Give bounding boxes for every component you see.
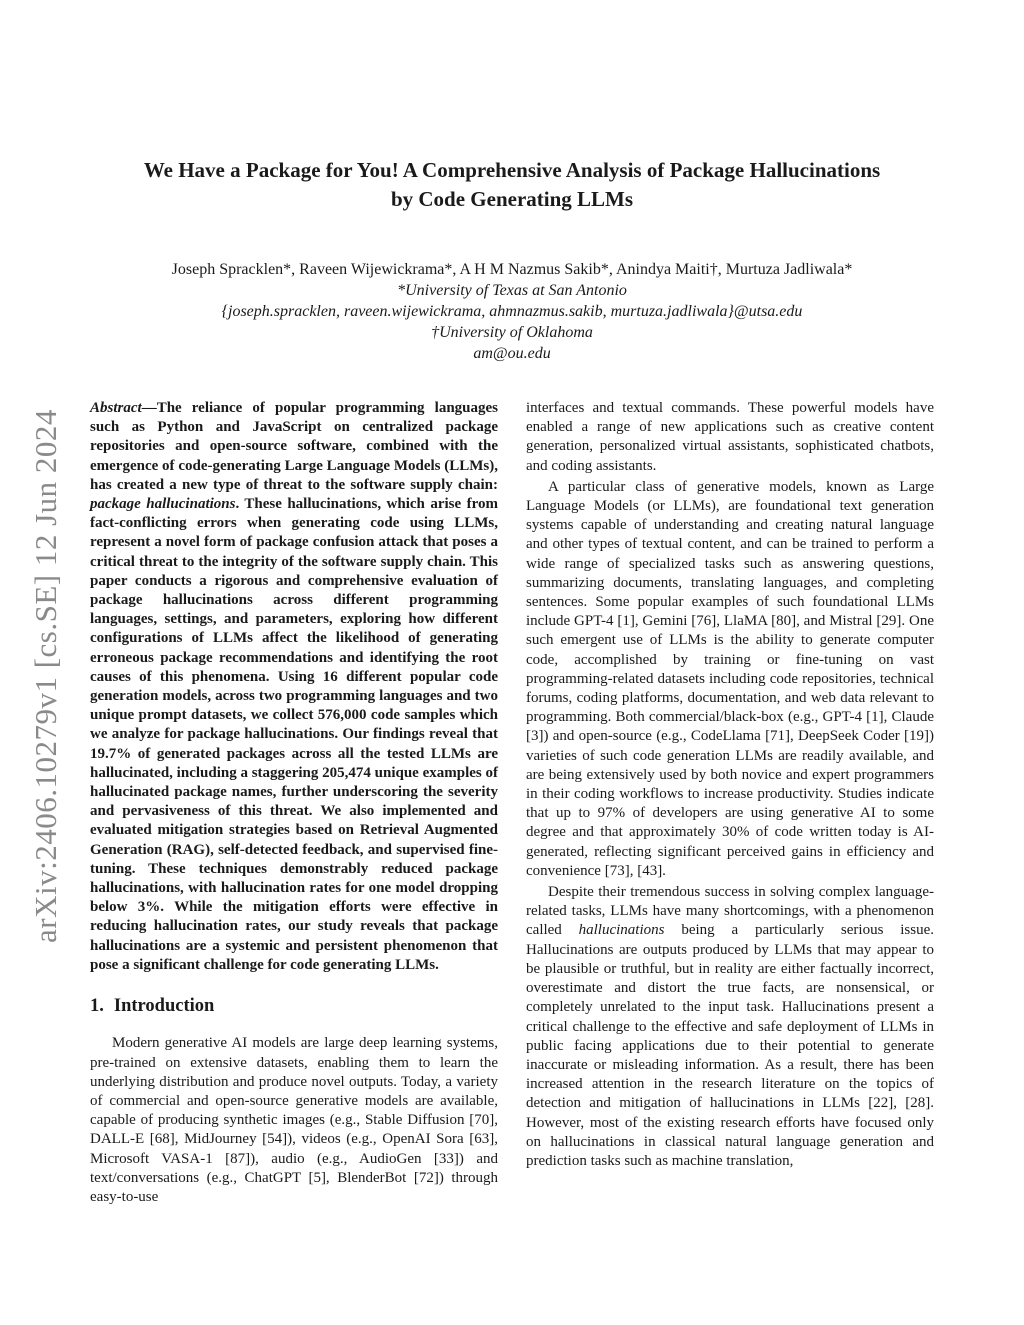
author-block	[90, 259, 934, 364]
intro-paragraph-1-continued: interfaces and textual commands. These powerful models have enabled a range of new applications such as creative content generation, personalized virtual assistants, sophisticated chatbots, and coding assistants.	[526, 400, 934, 474]
title-line-1: We Have a Package for You! A Comprehensive Analysis of Package Hallucinations	[143, 158, 881, 182]
author-list: Joseph Spracklen*, Raveen Wijewickrama*, A H M Nazmus Sakib*, Anindya Maiti†, Murtuza Jadliwala*	[171, 261, 853, 278]
introduction-body-left	[90, 1034, 498, 1207]
intro-paragraph-2: A particular class of generative models, known as Large Language Models (or LLMs), are foundational text generation systems capable of understanding and creating natural language and other types of textual content, and can be trained to perform a wide range of specialized tasks such as answering questions, summarizing documents, translating languages, and completing sentences. Some popular examples of such foundational LLMs include GPT-4 [1], Gemini [76], LlaMA [80], and Mistral [29]. One such emergent use of LLMs is the ability to generate computer code, accomplished by training or fine-tuning on vast programming-related datasets including code repositories, technical forums, coding platforms, documentation, and web data relevant to programming. Both commercial/black-box (e.g., GPT-4 [1], Claude [3]) and open-source (e.g., CodeLlama [71], DeepSeek Coder [19]) varieties of such code generation LLMs are readily available, and are being extensively used by both novice and expert programmers in their coding workflows to increase productivity. Studies indicate that up to 97% of developers are using generative AI to some degree and that approximately 30% of code written today is AI-generated, reflecting significant perceived gains in efficiency and convenience [73], [43].	[526, 478, 934, 879]
affiliation-ou: †University of Oklahoma	[431, 324, 593, 341]
section-number: 1.	[90, 996, 104, 1017]
abstract-text-1: —The reliance of popular programming languages such as Python and JavaScript on centralized package repositories and open-source software, combined with the emergence of code-generating Large Language Models (LLMs), has created a new type of threat to the software supply chain:	[90, 400, 498, 493]
section-title: Introduction	[113, 996, 215, 1017]
title-line-2: by Code Generating LLMs	[390, 187, 634, 211]
affiliation-utsa: *University of Texas at San Antonio	[397, 282, 627, 299]
intro-paragraph-3-a: Despite their tremendous success in solving complex language-related tasks, LLMs have many shortcomings, with a phenomenon called	[526, 884, 934, 939]
section-heading-introduction	[90, 997, 498, 1016]
abstract-lead: Abstract	[90, 400, 142, 416]
abstract	[90, 399, 498, 975]
abstract-text-2: . These hallucinations, which arise from fact-conflicting errors when generating code using LLMs, represent a novel form of package confusion attack that poses a critical threat to the integrity of the software supply chain. This paper conducts a rigorous and comprehensive evaluation of package hallucinations across different programming languages, settings, and parameters, exploring how different configurations of LLMs affect the likelihood of generating erroneous package recommendations and identifying the root causes of this phenomena. Using 16 different popular code generation models, across two programming languages and two unique prompt datasets, we collect 576,000 code samples which we analyze for package hallucinations. Our findings reveal that 19.7% of generated packages across all the tested LLMs are hallucinated, including a staggering 205,474 unique examples of hallucinated package names, further underscoring the severity and pervasiveness of this threat. We also implemented and evaluated mitigation strategies based on Retrieval Augmented Generation (RAG), self-detected feedback, and supervised fine-tuning. These techniques demonstrably reduced package hallucinations, with hallucination rates for one model dropping below 3%. While the mitigation efforts were effective in reducing hallucination rates, our study reveals that package hallucinations are a systemic and persistent phenomenon that pose a significant challenge for code generating LLMs.	[90, 496, 498, 973]
intro-paragraph-3-b: being a particularly serious issue. Hallucinations are outputs produced by LLMs that may appear to be plausible or truthful, but in reality are either factually incorrect, overestimate and distort the true facts, are nonsensical, or completely unrelated to the input task. Hallucinations present a critical challenge to the effective and safe deployment of LLMs in public facing applications due to their potential to generate inaccurate or misleading information. As a result, there has been increased attention in the research literature on the topics of detection and mitigation of hallucinations in LLMs [22], [28]. However, most of the existing research efforts have focused only on hallucinations in classical natural language generation and prediction tasks such as machine translation,	[526, 922, 934, 1169]
arxiv-identifier[interactable]: arXiv:2406.10279v1 [cs.SE] 12 Jun 2024	[28, 409, 63, 943]
abstract-emphasis: package hallucinations	[90, 496, 236, 513]
intro-paragraph-1: Modern generative AI models are large deep learning systems, pre-trained on extensive datasets, enabling them to learn the underlying distribution and produce novel outputs. Today, a variety of commercial and open-source generative models are available, capable of producing synthetic images (e.g., Stable Diffusion [70], DALL-E [68], MidJourney [54]), videos (e.g., OpenAI Sora [63], Microsoft VASA-1 [87]), audio (e.g., AudioGen [33]) and text/conversations (e.g., ChatGPT [5], BlenderBot [72]) through easy-to-use	[90, 1035, 498, 1205]
paper-title	[90, 156, 934, 214]
email-ou[interactable]: am@ou.edu	[473, 345, 551, 362]
intro-paragraph-3	[526, 883, 934, 1171]
intro-paragraph-3-emphasis: hallucinations	[578, 922, 665, 939]
right-column	[526, 399, 934, 1171]
left-column	[90, 399, 498, 1207]
emails-utsa[interactable]: {joseph.spracklen, raveen.wijewickrama, ahmnazmus.sakib, murtuza.jadliwala}@utsa.edu	[221, 303, 803, 320]
